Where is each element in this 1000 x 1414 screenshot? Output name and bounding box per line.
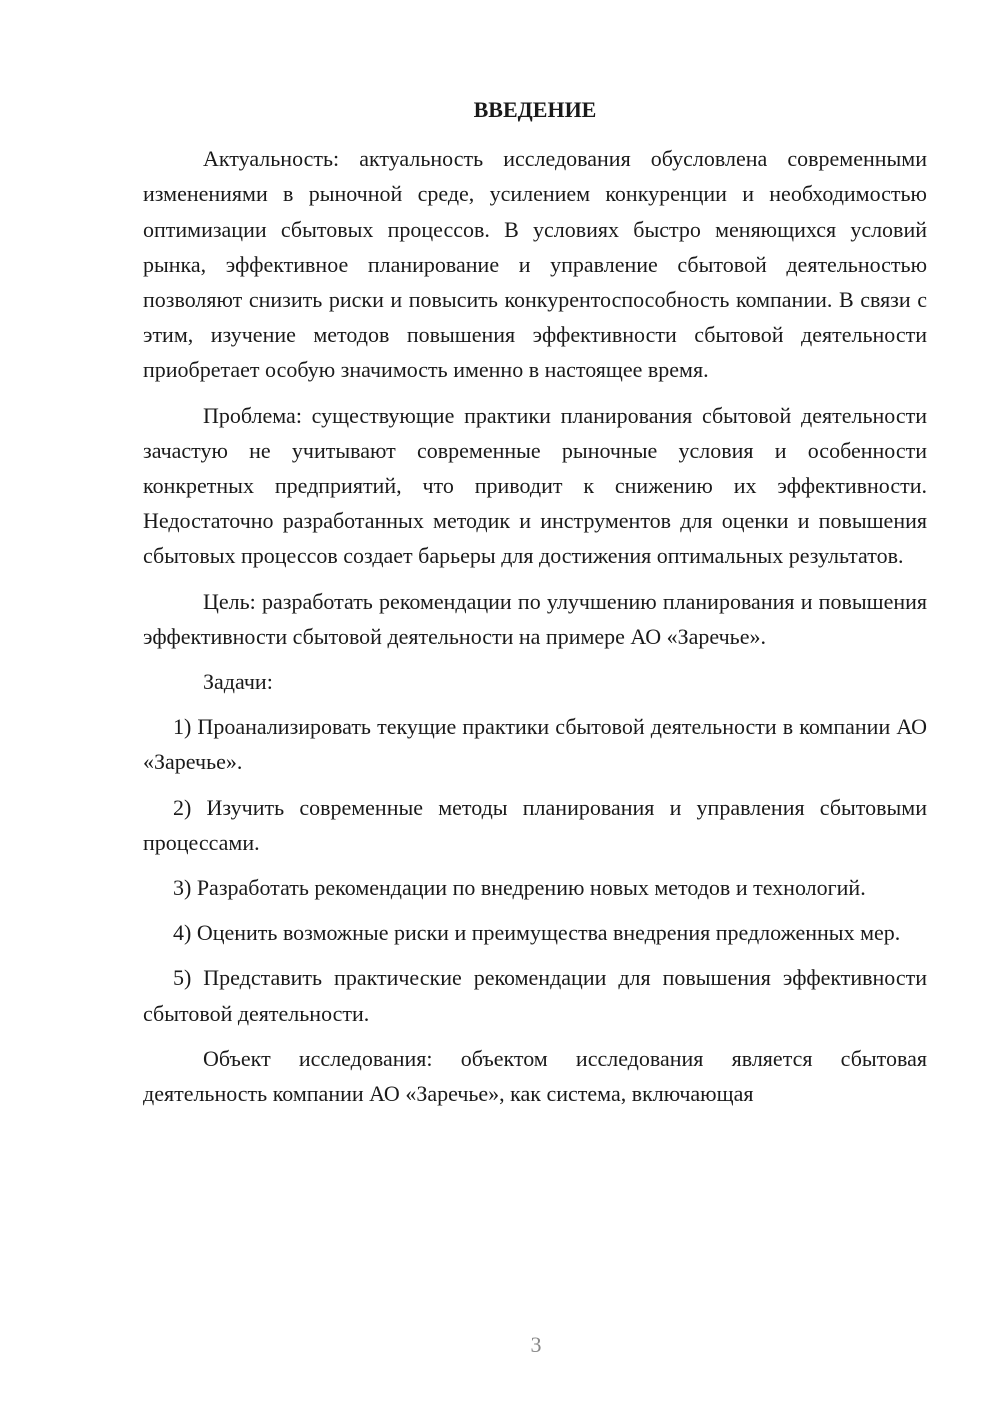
page-number: 3 — [530, 1332, 542, 1357]
task-item-2: 2) Изучить современные методы планирования и управления сбытовыми процессами. — [143, 794, 927, 855]
task-item-1: 1) Проанализировать текущие практики сбытовой деятельности в компании АО «Заречье». — [143, 714, 927, 775]
paragraph-problem: Проблема: существующие практики планирования сбытовой деятельности зачастую не учитывают современные рыночные условия и особенности конкретных предприятий, что приводит к снижению их эффективности. Недостаточно разработанных методик и инструментов для оценки и повышения сбытовых процессов создает барьеры для достижения оптимальных результатов. — [143, 402, 927, 569]
task-item-5: 5) Представить практические рекомендации для повышения эффективности сбытовой деятельности. — [143, 965, 927, 1026]
task-item-4: 4) Оценить возможные риски и преимущества внедрения предложенных мер. — [173, 920, 901, 946]
paragraph-object: Объект исследования: объектом исследования является сбытовая деятельность компании АО «Заречье», как система, включающая — [143, 1045, 927, 1107]
paragraph-relevance: Актуальность: актуальность исследования обусловлена современными изменениями в рыночной среде, усилением конкуренции и необходимостью оптимизации сбытовых процессов. В условиях быстро меняющихся условий рынка, эффективное планирование и управление сбытовой деятельностью позволяют снизить риски и повысить конкурентоспособность компании. В связи с этим, изучение методов повышения эффективности сбытовой деятельности приобретает особую значимость именно в настоящее время. — [143, 146, 927, 383]
document-body — [143, 92, 927, 1121]
task-item-3: 3) Разработать рекомендации по внедрению новых методов и технологий. — [173, 875, 866, 901]
paragraph-tasks-heading: Задачи: — [203, 669, 273, 695]
paragraph-goal: Цель: разработать рекомендации по улучшению планирования и повышения эффективности сбытовой деятельности на примере АО «Заречье». — [143, 588, 927, 649]
section-title: ВВЕДЕНИЕ — [473, 97, 597, 122]
